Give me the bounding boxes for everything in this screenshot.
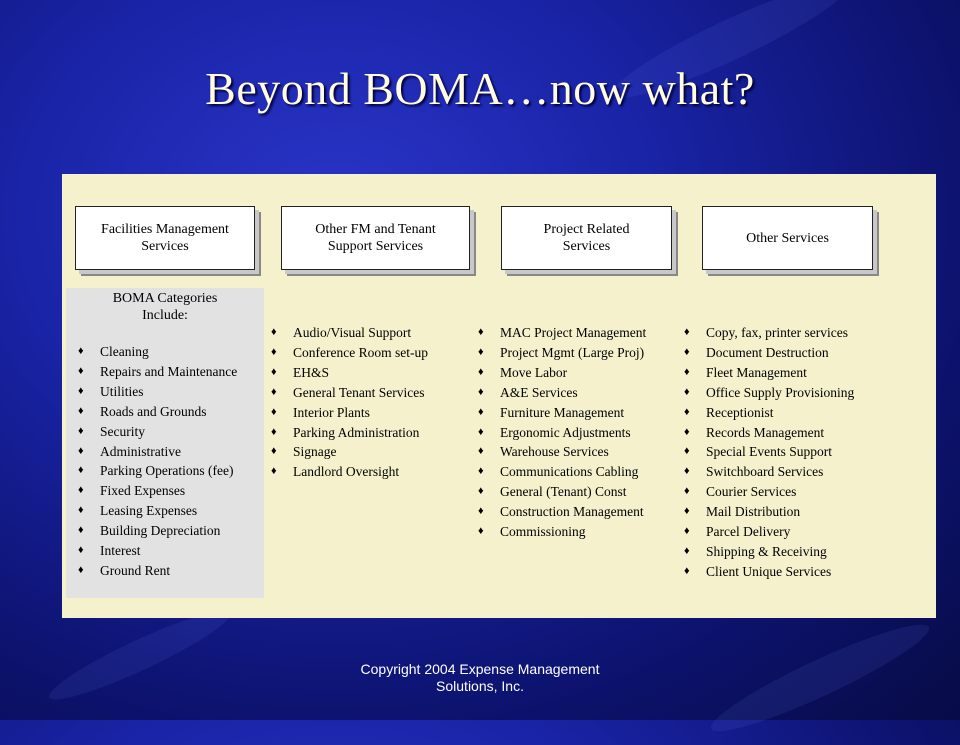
list-item [271,363,428,383]
list-item-label: General (Tenant) Const [500,484,627,500]
list-item [78,362,237,382]
diamond-bullet-icon: ♦ [684,405,690,418]
list-item [478,423,646,443]
list-item [478,442,646,462]
list-item-label: Interest [100,543,141,559]
list-item [78,342,237,362]
list-item-label: Roads and Grounds [100,403,207,419]
diamond-bullet-icon: ♦ [271,465,277,478]
diamond-bullet-icon: ♦ [78,364,84,377]
list-item [271,403,428,423]
list-item [478,323,646,343]
list-item-label: MAC Project Management [500,325,647,340]
list-item [78,442,237,462]
diamond-bullet-icon: ♦ [78,524,84,537]
list-item-label: Ground Rent [100,562,171,578]
list-item [684,383,854,403]
list-item [78,402,237,422]
header-other-fm-tenant: Other FM and Tenant Support Services [281,206,470,270]
diamond-bullet-icon: ♦ [684,425,690,438]
list-item-label: Mail Distribution [706,504,801,520]
list-item-label: Parking Operations (fee) [100,463,234,479]
diamond-bullet-icon: ♦ [78,563,84,576]
list-item [684,343,854,363]
list-item [684,482,854,502]
diamond-bullet-icon: ♦ [684,326,690,338]
diamond-bullet-icon: ♦ [478,385,484,398]
list-item [271,343,428,363]
list-item [684,562,854,582]
list-item [478,522,646,542]
boma-title: BOMA Categories Include: [112,291,218,323]
list-item [78,561,237,581]
list-item-label: Administrative [100,443,181,459]
list-item-label: EH&S [293,364,330,380]
list-item-label: Parcel Delivery [706,524,791,540]
diamond-bullet-icon: ♦ [78,404,84,417]
diamond-bullet-icon: ♦ [684,544,690,557]
fm-tenant-list [271,323,428,482]
list-item [78,382,237,402]
diamond-bullet-icon: ♦ [78,444,84,457]
list-item-label: Audio/Visual Support [293,325,412,340]
diamond-bullet-icon: ♦ [478,326,484,338]
list-item-label: Interior Plants [293,404,370,420]
diamond-bullet-icon: ♦ [271,326,277,338]
content-panel [62,174,936,618]
list-item-label: Parking Administration [293,424,420,440]
list-item-label: Building Depreciation [100,523,221,539]
diamond-bullet-icon: ♦ [478,345,484,358]
list-item-label: Cleaning [100,344,149,359]
list-item [684,522,854,542]
diamond-bullet-icon: ♦ [684,385,690,398]
list-item [478,383,646,403]
list-item-label: Switchboard Services [706,464,824,480]
diamond-bullet-icon: ♦ [684,505,690,518]
list-item-label: Shipping & Receiving [706,543,827,559]
diamond-bullet-icon: ♦ [684,564,690,577]
list-item-label: Landlord Oversight [293,464,400,480]
diamond-bullet-icon: ♦ [78,504,84,517]
list-item [684,363,854,383]
header-facilities-management: Facilities Management Services [75,206,255,270]
list-item [78,461,237,481]
diamond-bullet-icon: ♦ [478,405,484,418]
other-services-list [684,323,854,582]
diamond-bullet-icon: ♦ [271,385,277,398]
header-other-services: Other Services [702,206,873,270]
boma-categories-box [66,288,264,598]
list-item-label: Security [100,423,145,439]
boma-list [78,342,237,581]
list-item-label: Office Supply Provisioning [706,384,855,400]
diamond-bullet-icon: ♦ [684,485,690,498]
list-item [478,482,646,502]
list-item [271,383,428,403]
list-item [271,442,428,462]
diamond-bullet-icon: ♦ [78,484,84,497]
list-item-label: Communications Cabling [500,464,639,480]
list-item [78,501,237,521]
diamond-bullet-icon: ♦ [271,345,277,358]
diamond-bullet-icon: ♦ [478,505,484,518]
list-item-label: Fixed Expenses [100,483,186,499]
list-item [271,323,428,343]
diamond-bullet-icon: ♦ [684,525,690,538]
diamond-bullet-icon: ♦ [684,345,690,358]
list-item-label: Move Labor [500,364,568,380]
list-item [684,442,854,462]
list-item-label: Document Destruction [706,344,829,360]
list-item-label: Copy, fax, printer services [706,325,848,340]
list-item [684,423,854,443]
diamond-bullet-icon: ♦ [271,365,277,378]
list-item [684,542,854,562]
diamond-bullet-icon: ♦ [478,465,484,478]
list-item [684,403,854,423]
list-item [271,462,428,482]
diamond-bullet-icon: ♦ [684,445,690,458]
list-item-label: Furniture Management [500,404,625,420]
list-item-label: Commissioning [500,524,586,540]
list-item-label: Receptionist [706,404,774,420]
list-item-label: Client Unique Services [706,563,832,579]
list-item-label: Utilities [100,383,144,399]
diamond-bullet-icon: ♦ [478,425,484,438]
list-item-label: Conference Room set-up [293,344,428,360]
diamond-bullet-icon: ♦ [271,445,277,458]
list-item-label: Courier Services [706,484,797,500]
list-item [478,403,646,423]
slide-title: Beyond BOMA…now what? [205,63,755,114]
list-item [684,502,854,522]
list-item-label: Special Events Support [706,444,832,460]
list-item-label: Ergonomic Adjustments [500,424,631,440]
list-item [478,343,646,363]
header-project-related: Project Related Services [501,206,672,270]
diamond-bullet-icon: ♦ [78,345,84,357]
list-item [78,481,237,501]
list-item-label: General Tenant Services [293,384,425,400]
list-item-label: Signage [293,444,337,460]
list-item-label: Construction Management [500,504,644,520]
diamond-bullet-icon: ♦ [478,485,484,498]
diamond-bullet-icon: ♦ [78,464,84,477]
list-item [78,521,237,541]
list-item-label: Records Management [706,424,825,440]
diamond-bullet-icon: ♦ [78,424,84,437]
list-item-label: Repairs and Maintenance [100,363,238,379]
project-list [478,323,646,542]
diamond-bullet-icon: ♦ [478,365,484,378]
list-item [478,502,646,522]
diamond-bullet-icon: ♦ [78,544,84,557]
list-item [684,462,854,482]
list-item [478,363,646,383]
list-item-label: A&E Services [500,384,578,400]
list-item [478,462,646,482]
diamond-bullet-icon: ♦ [271,405,277,418]
list-item [78,541,237,561]
copyright-footer: Copyright 2004 Expense Management Solutions, Inc. [360,661,600,694]
list-item-label: Project Mgmt (Large Proj) [500,344,645,360]
diamond-bullet-icon: ♦ [684,465,690,478]
list-item-label: Fleet Management [706,364,807,380]
diamond-bullet-icon: ♦ [478,445,484,458]
list-item [271,423,428,443]
list-item-label: Leasing Expenses [100,503,198,519]
diamond-bullet-icon: ♦ [78,384,84,397]
list-item [78,422,237,442]
diamond-bullet-icon: ♦ [271,425,277,438]
list-item [684,323,854,343]
diamond-bullet-icon: ♦ [684,365,690,378]
diamond-bullet-icon: ♦ [478,525,484,538]
list-item-label: Warehouse Services [500,444,609,460]
